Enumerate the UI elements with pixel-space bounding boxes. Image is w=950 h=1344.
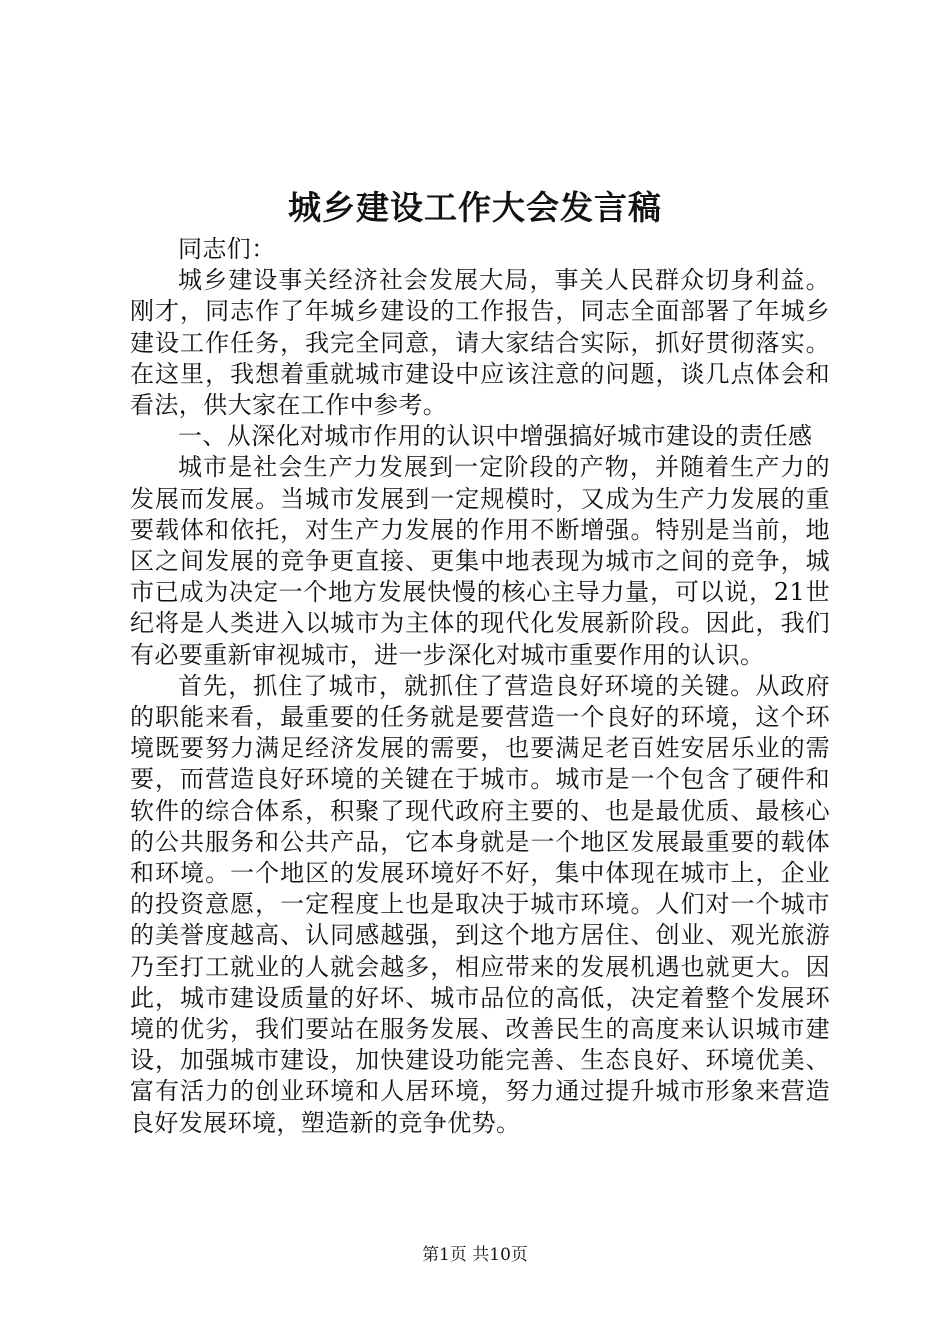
page-footer: 第1页 共10页 [422,1245,528,1265]
body-paragraph: 城市是社会生产力发展到一定阶段的产物，并随着生产力的发展而发展。当城市发展到一定规模时，又成为生产力发展的重要载体和依托，对生产力发展的作用不断增强。特别是当前，地区之间发展的竞争更直接、更集中地表现为城市之间的竞争，城市已成为决定一个地方发展快慢的核心主导力量，可以说，21世纪将是人类进入以城市为主体的现代化发展新阶段。因此，我们有必要重新审视城市，进一步深化对城市重要作用的认识。 [130,453,830,669]
document-body [130,234,830,1139]
body-paragraph: 首先，抓住了城市，就抓住了营造良好环境的关键。从政府的职能来看，最重要的任务就是要营造一个良好的环境，这个环境既要努力满足经济发展的需要，也要满足老百姓安居乐业的需要，而营造良好环境的关键在于城市。城市是一个包含了硬件和软件的综合体系，积聚了现代政府主要的、也是最优质、最核心的公共服务和公共产品，它本身就是一个地区发展最重要的载体和环境。一个地区的发展环境好不好，集中体现在城市上，企业的投资意愿，一定程度上也是取决于城市环境。人们对一个城市的美誉度越高、认同感越强，到这个地方居住、创业、观光旅游乃至打工就业的人就会越多，相应带来的发展机遇也就更大。因此，城市建设质量的好坏、城市品位的高低，决定着整个发展环境的优劣，我们要站在服务发展、改善民生的高度来认识城市建设，加强城市建设，加快建设功能完善、生态良好、环境优美、富有活力的创业环境和人居环境，努力通过提升城市形象来营造良好发展环境，塑造新的竞争优势。 [130,671,830,1137]
page-title: 城乡建设工作大会发言稿 [288,188,662,227]
salutation-paragraph: 同志们： [178,235,276,263]
section-heading: 一、从深化对城市作用的认识中增强搞好城市建设的责任感 [178,422,813,451]
intro-paragraph: 城乡建设事关经济社会发展大局，事关人民群众切身利益。刚才，同志作了年城乡建设的工作报告，同志全面部署了年城乡建设工作任务，我完全同意，请大家结合实际，抓好贯彻落实。在这里，我想着重就城市建设中应该注意的问题，谈几点体会和看法，供大家在工作中参考。 [130,266,830,420]
